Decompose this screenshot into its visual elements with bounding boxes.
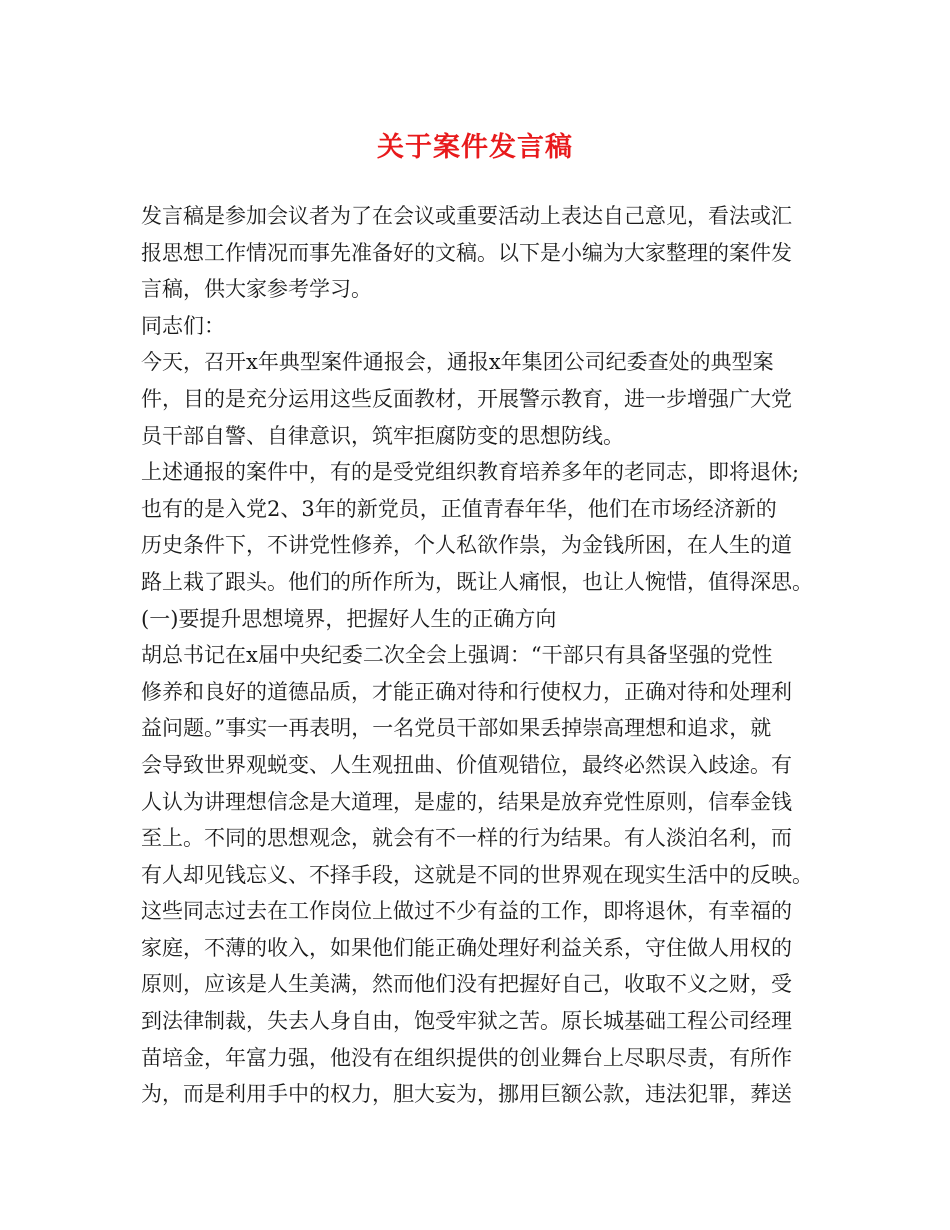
body-line: 上述通报的案件中，有的是受党组织教育培养多年的老同志，即将退休; [141,460,800,485]
body-line: 至上。不同的思想观念，就会有不一样的行为结果。有人淡泊名利，而 [141,826,792,851]
body-line: 同志们： [141,313,225,338]
body-line: 件，目的是充分运用这些反面教材，开展警示教育，进一步增强广大党 [141,386,792,411]
body-line: 苗培金，年富力强，他没有在组织提供的创业舞台上尽职尽责，有所作 [141,1045,792,1070]
body-line: 这些同志过去在工作岗位上做过不少有益的工作，即将退休，有幸福的 [141,899,792,924]
document-body [141,198,821,1113]
body-line: 员干部自警、自律意识，筑牢拒腐防变的思想防线。 [141,423,624,448]
body-line: 路上栽了跟头。他们的所作所为，既让人痛恨，也让人惋惜，值得深思。 [141,569,813,594]
body-line: 也有的是入党2、3年的新党员，正值青春年华，他们在市场经济新的 [141,496,777,521]
body-line: 益问题。”事实一再表明，一名党员干部如果丢掉崇高理想和追求，就 [141,716,772,741]
body-line: 报思想工作情况而事先准备好的文稿。以下是小编为大家整理的案件发 [141,240,792,265]
body-line: 家庭，不薄的收入，如果他们能正确处理好利益关系，守住做人用权的 [141,935,792,960]
body-line: 修养和良好的道德品质，才能正确对待和行使权力，正确对待和处理利 [141,679,792,704]
body-line: 到法律制裁，失去人身自由，饱受牢狱之苦。原长城基础工程公司经理 [141,1009,792,1034]
body-line: 会导致世界观蜕变、人生观扭曲、价值观错位，最终必然误入歧途。有 [141,752,792,777]
body-line: 原则，应该是人生美满，然而他们没有把握好自己，收取不义之财，受 [141,972,792,997]
document-title: 关于案件发言稿 [377,132,573,163]
body-line: 历史条件下，不讲党性修养，个人私欲作祟，为金钱所困，在人生的道 [141,533,792,558]
body-line: 今天，召开x年典型案件通报会，通报x年集团公司纪委查处的典型案 [141,350,774,375]
body-line: 人认为讲理想信念是大道理，是虚的，结果是放弃党性原则，信奉金钱 [141,789,792,814]
body-line: 为，而是利用手中的权力，胆大妄为，挪用巨额公款，违法犯罪，葬送 [141,1082,792,1107]
body-line: 胡总书记在x届中央纪委二次全会上强调：“干部只有具备坚强的党性 [141,643,773,668]
body-line: 言稿，供大家参考学习。 [141,277,372,302]
body-line: 发言稿是参加会议者为了在会议或重要活动上表达自己意见，看法或汇 [141,204,792,228]
body-line: 有人却见钱忘义、不择手段，这就是不同的世界观在现实生活中的反映。 [141,862,813,887]
body-line: (一)要提升思想境界，把握好人生的正确方向 [141,606,557,631]
